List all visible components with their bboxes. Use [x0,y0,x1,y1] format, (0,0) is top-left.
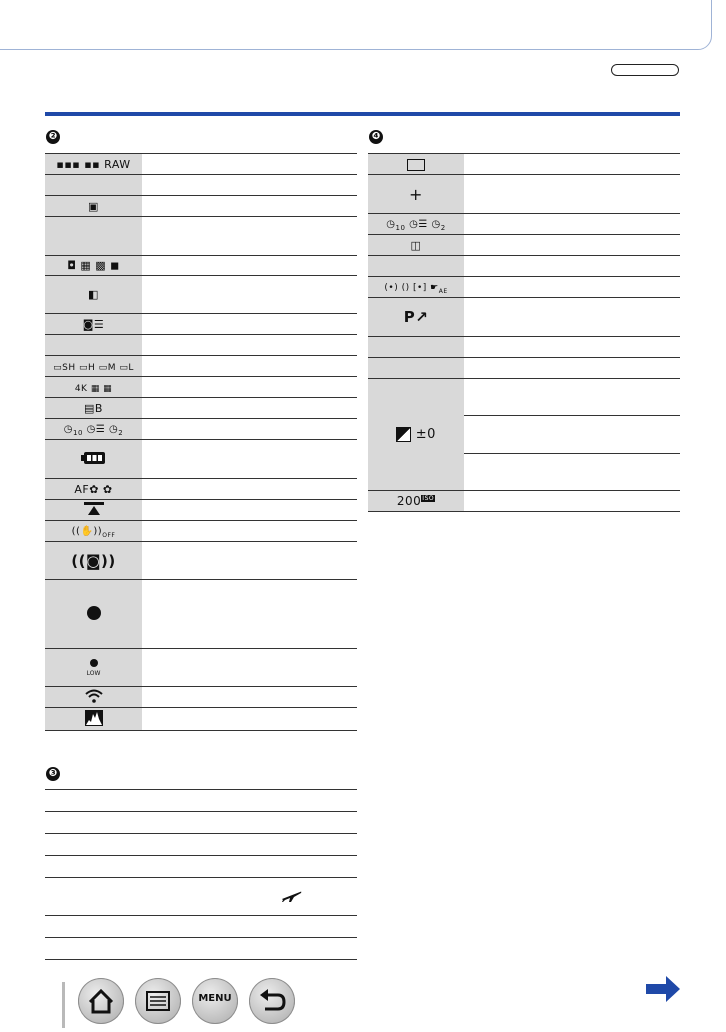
burst-rate-icons: ▭SH ▭H ▭M ▭L [45,356,142,377]
blue-rule [45,112,680,116]
af-macro-icons: AF✿ ✿ [45,479,142,500]
airplane-icon [282,890,302,902]
photo-style-icon: ▣ [45,196,142,217]
menu-label: MENU [198,993,232,1004]
self-timer-icons: $◷_{10}$ ◷☰ $◷_2$ [45,419,142,440]
home-button[interactable] [78,978,124,1024]
battery-icon [45,440,142,479]
mf-marker-icon [45,500,142,521]
back-icon [249,978,295,1024]
bracket-icon: ▤B [45,398,142,419]
face-eye-icon: ◙☰ [45,314,142,335]
silent-mode-icon: ◫ [368,235,464,256]
list-icon [135,978,181,1024]
nav-divider [62,982,65,1028]
stabilizer-off-icon: $((✋))_{OFF}$ [45,521,142,542]
page-tab-pill [611,64,679,76]
4k-photo-icons: 4K ▦ ▦ [45,377,142,398]
section-number-3: ❸ [46,767,60,781]
contents-button[interactable] [135,978,181,1024]
home-icon [78,978,124,1024]
section-3-table [45,789,357,960]
program-shift-icon: P↗ [368,298,464,337]
metering-mode-icons: (•) () [•] $☛_{AE}$ [368,277,464,298]
menu-button[interactable] [192,978,238,1024]
next-page-arrow-icon[interactable] [646,976,682,1002]
self-timer-icons: $◷_{10}$ ◷☰ $◷_2$ [368,214,464,235]
section-4-table [368,153,680,512]
af-area-icon: ◧ [45,276,142,314]
wifi-icon [45,687,142,708]
quality-raw-icon: ▪▪▪ ▪▪ RAW [45,154,142,175]
spot-metering-target-icon: + [368,175,464,214]
histogram-icon [45,708,142,731]
record-icon [45,580,142,649]
record-low-icon: LOW [45,649,142,687]
page-header-frame [0,0,712,50]
section-2-table [45,153,357,731]
iso-icon: $200^{ISO}$ [368,491,464,512]
section-number-4: ❹ [369,130,383,144]
exposure-compensation-icon: ±0 [368,379,464,491]
section-number-2: ❷ [46,130,60,144]
stabilizer-icon: ((◙)) [45,542,142,580]
af-frame-icon [368,154,464,175]
back-button[interactable] [249,978,295,1024]
af-mode-icons: ◘ ▦ ▩ ◼ [45,256,142,276]
